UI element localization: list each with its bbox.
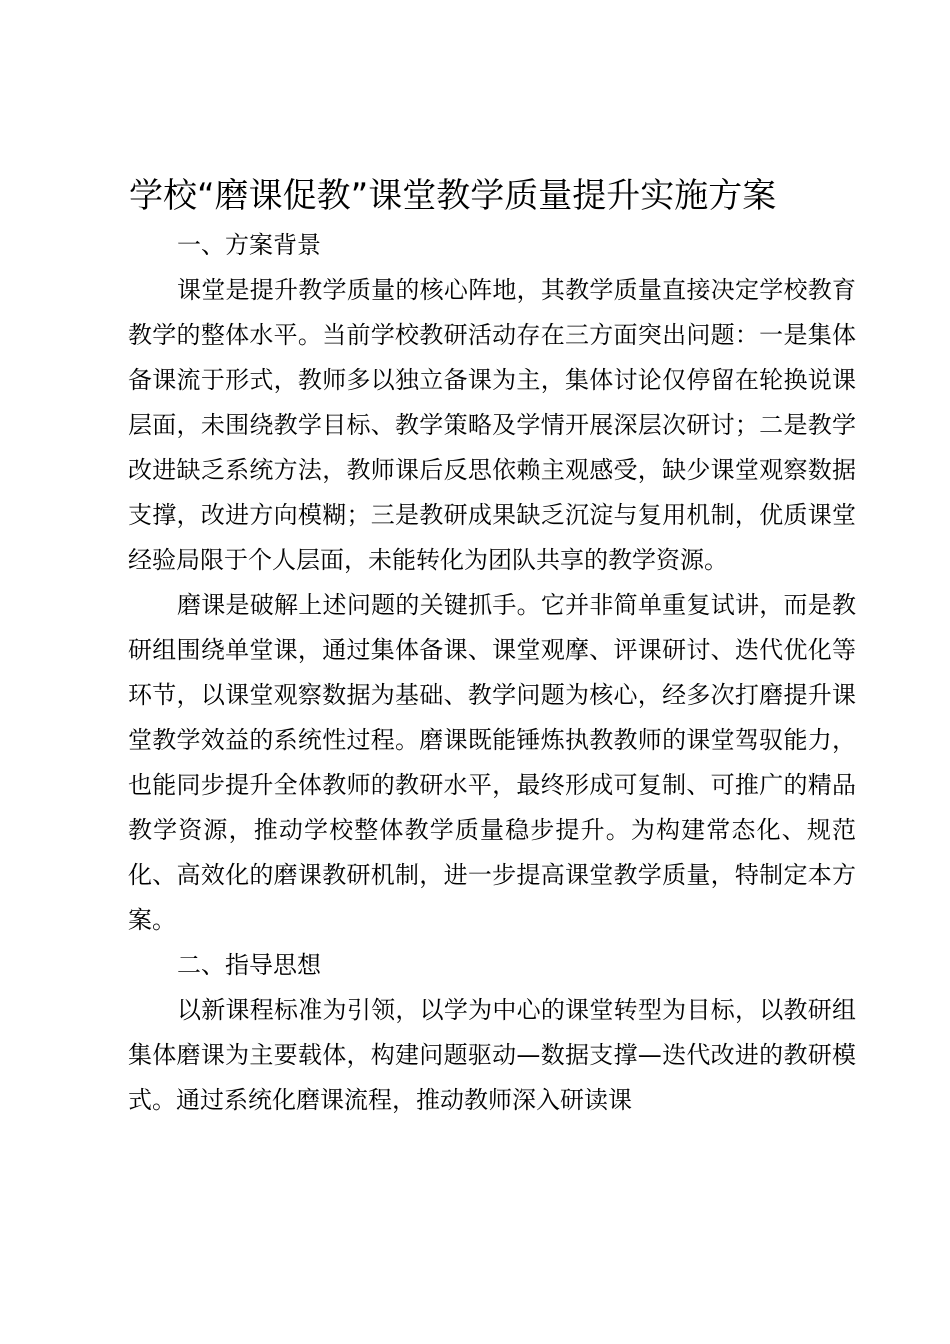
document-title: 学校“磨课促教”课堂教学质量提升实施方案: [129, 176, 777, 216]
paragraph-guiding-ideology: 以新课程标准为引领，以学为中心的课堂转型为目标，以教研组集体磨课为主要载体，构建问题驱动—数据支撑—迭代改进的教研模式。通过系统化磨课流程，推动教师深入研读课: [128, 996, 856, 1114]
section-heading-guiding-ideology: 二、指导思想: [177, 951, 321, 979]
section-heading-background: 一、方案背景: [177, 231, 321, 259]
document-body: [128, 223, 856, 1123]
paragraph-lesson-polishing: 磨课是破解上述问题的关键抓手。它并非简单重复试讲，而是教研组围绕单堂课，通过集体备课、课堂观摩、评课研讨、迭代优化等环节，以课堂观察数据为基础、教学问题为核心，经多次打磨提升课堂教学效益的系统性过程。磨课既能锤炼执教教师的课堂驾驭能力，也能同步提升全体教师的教研水平，最终形成可复制、可推广的精品教学资源，推动学校整体教学质量稳步提升。为构建常态化、规范化、高效化的磨课教研机制，进一步提高课堂教学质量，特制定本方案。: [128, 591, 856, 934]
paragraph-background-problems: 课堂是提升教学质量的核心阵地，其教学质量直接决定学校教育教学的整体水平。当前学校教研活动存在三方面突出问题：一是集体备课流于形式，教师多以独立备课为主，集体讨论仅停留在轮换说课层面，未围绕教学目标、教学策略及学情开展深层次研讨；二是教学改进缺乏系统方法，教师课后反思依赖主观感受，缺少课堂观察数据支撑，改进方向模糊；三是教研成果缺乏沉淀与复用机制，优质课堂经验局限于个人层面，未能转化为团队共享的教学资源。: [128, 276, 856, 574]
